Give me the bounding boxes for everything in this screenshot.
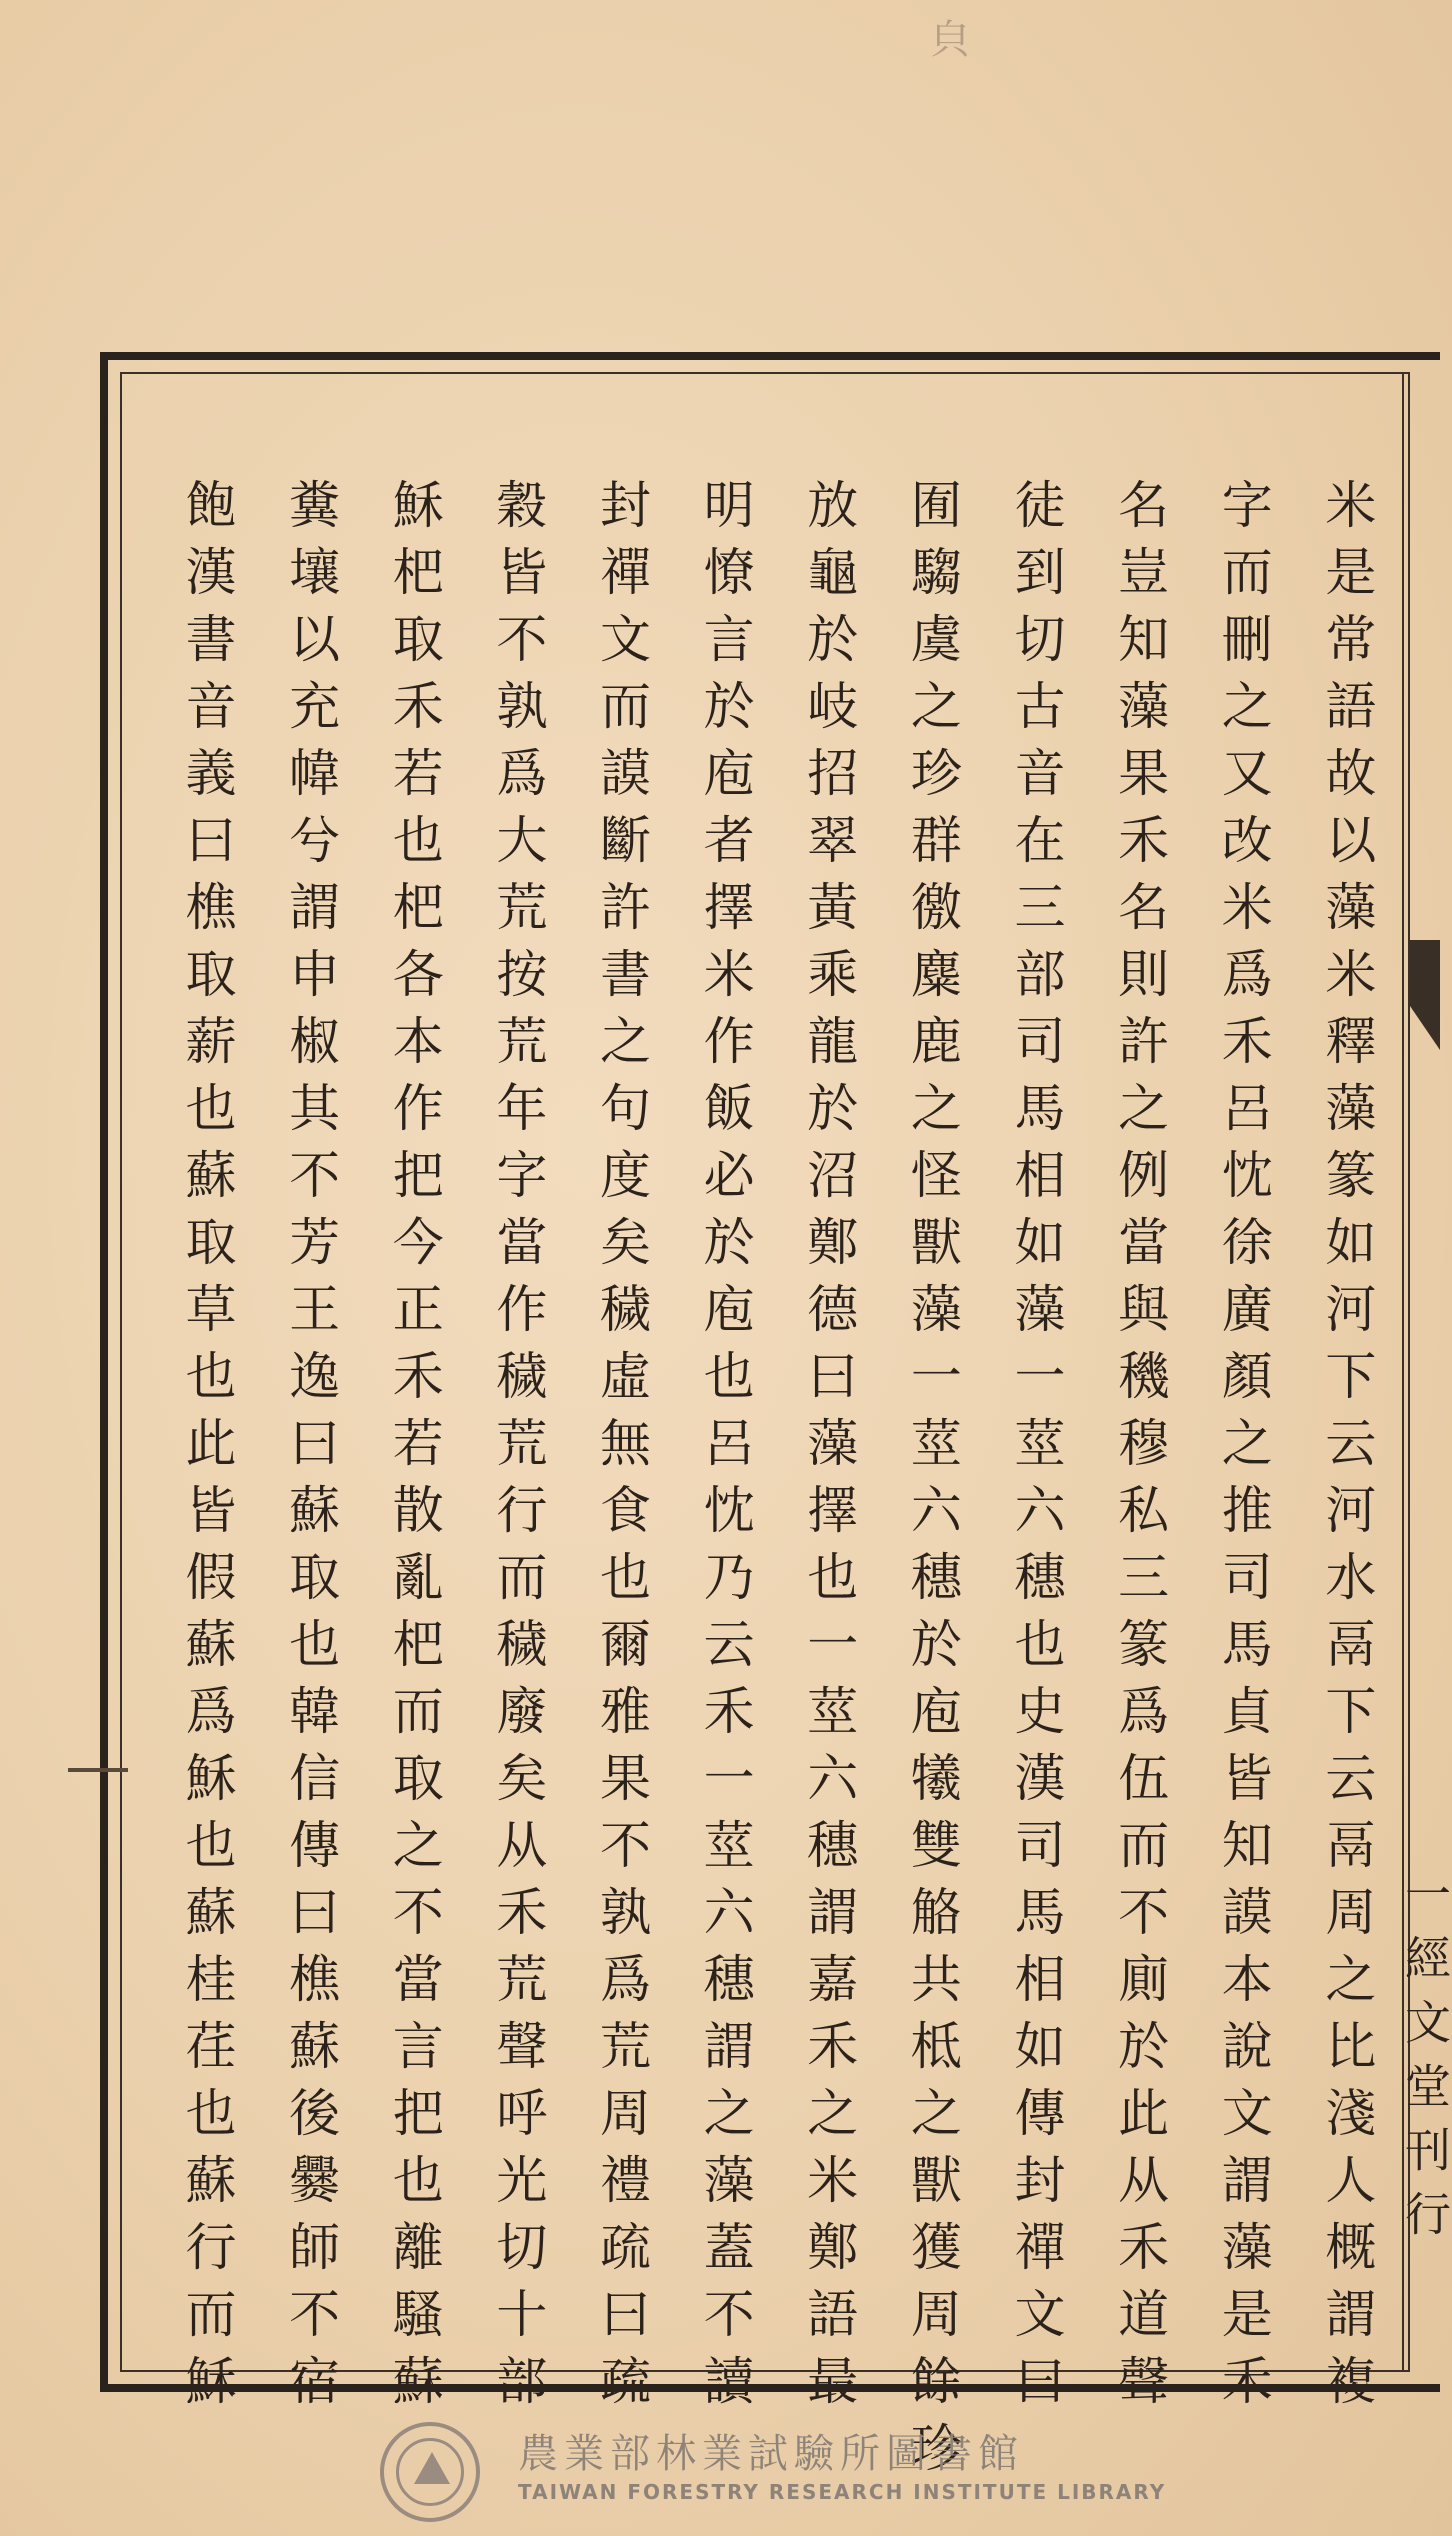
library-name-en: TAIWAN FORESTRY RESEARCH INSTITUTE LIBRARY — [518, 2480, 1167, 2504]
text-column-3: 名豈知藻果禾名則許之例當與穖穆私三篆爲伍而不廁於此从禾道聲 — [1108, 478, 1168, 2421]
text-column-11: 糞壤以充幃兮謂申椒其不芳王逸曰蘇取也韓信傳曰樵蘇後爨師不宿 — [279, 478, 339, 2421]
text-column-1: 米是常語故以藻米釋藻篆如河下云河水鬲下云鬲周之比淺人概謂複 — [1315, 478, 1375, 2421]
running-title: 一經文堂刊行 — [1398, 1870, 1452, 2254]
text-column-8: 封禪文而謨斷許書之句度矣穢虛無食也爾雅果不孰爲荒周禮疏曰疏 — [590, 478, 650, 2421]
library-name-cn: 農業部林業試驗所圖書館 — [518, 2431, 1024, 2477]
text-column-12: 飽漢書音義曰樵取薪也蘇取草也此皆假蘇爲穌也蘇桂荏也蘇行而穌 — [176, 478, 235, 2421]
library-seal-icon — [380, 2422, 480, 2522]
text-column-5: 囿騶虞之珍群徼麋鹿之怪獸藻一莖六穗於庖犧雙觡共柢之獸獲周餘珍 — [901, 478, 961, 2488]
margin-tick — [68, 1768, 128, 1772]
text-column-10: 穌杷取禾若也杷各本作把今正禾若散亂杷而取之不當言把也離騷蘇 — [383, 478, 443, 2421]
text-column-4: 徒到切古音在三部司馬相如藻一莖六穗也史漢司馬相如傳封禪文曰 — [1005, 478, 1064, 2421]
text-column-6: 放龜於岐招翠黃乘龍於沼鄭德曰藻擇也一莖六穗謂嘉禾之米鄭語最 — [797, 478, 857, 2421]
text-column-7: 明憭言於庖者擇米作飯必於庖也呂忱乃云禾一莖六穗謂之藻蓋不讀 — [694, 478, 754, 2421]
text-column-9: 穀皆不孰爲大荒按荒年字當作穢荒行而穢廢矣从禾荒聲呼光切十部 — [486, 478, 546, 2421]
text-column-2: 字而刪之又改米爲禾呂忱徐廣顏之推司馬貞皆知謨本說文謂藻是禾 — [1212, 478, 1272, 2421]
top-ink-mark: 㒵 — [930, 17, 970, 63]
library-watermark — [380, 2420, 1167, 2516]
